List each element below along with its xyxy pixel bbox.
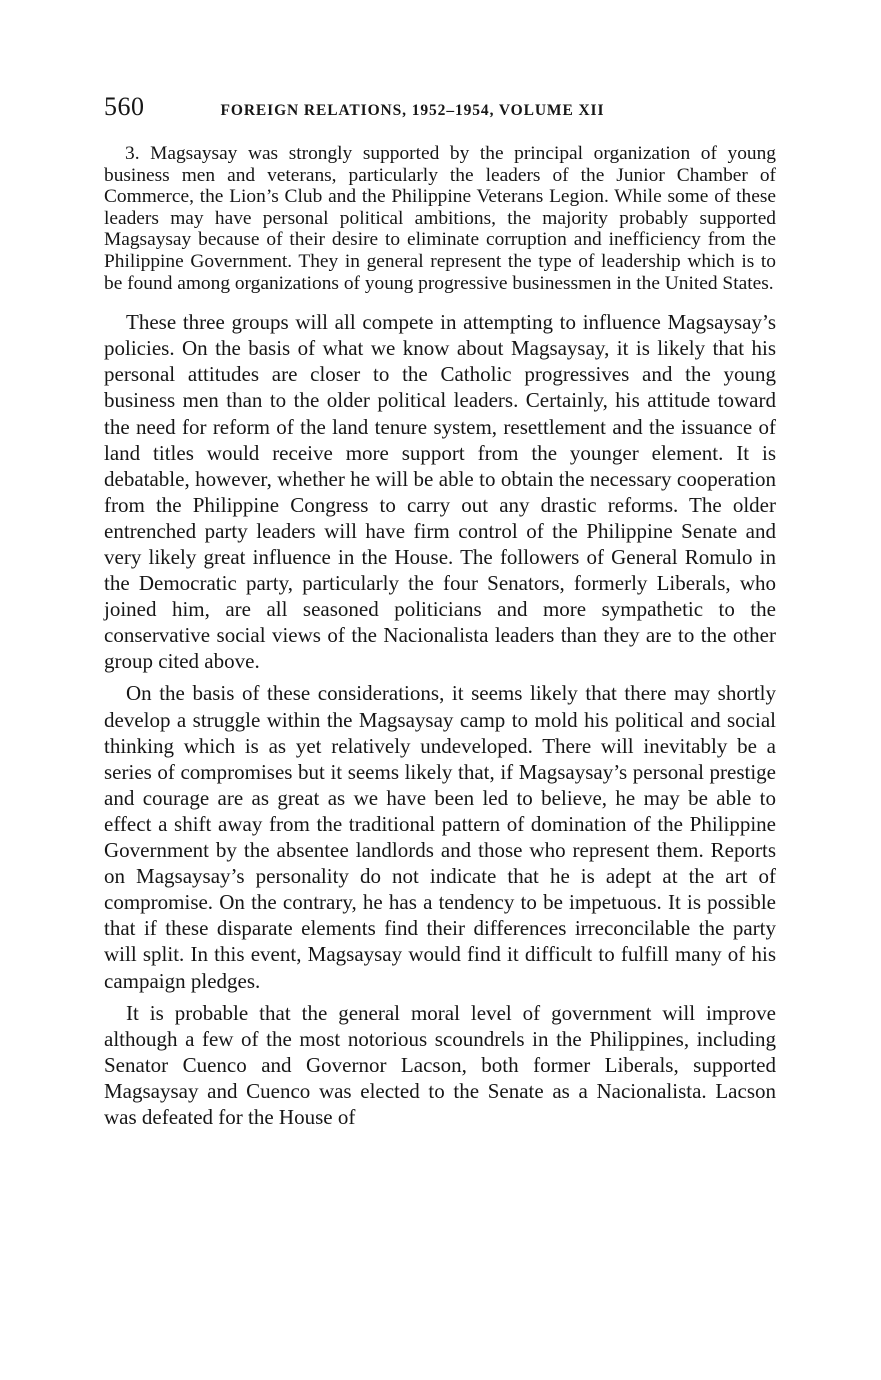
paragraph-supporters-young-business: 3. Magsaysay was strongly supported by the principal organization of young business men and veterans, particularly the leaders of the Junior Chamber of Commerce, the Lion’s Club and the Philippine Veterans Legion. While some of these leaders may have personal political ambitions, the majority probably supported Magsaysay because of their desire to eliminate corruption and inefficiency from the Philippine Government. They in general represent the type of leadership which is to be found among organizations of young progressive businessmen in the United States. <box>104 143 776 294</box>
volume-title: FOREIGN RELATIONS, 1952–1954, VOLUME XII <box>220 102 605 119</box>
paragraph-moral-level: It is probable that the general moral level of government will improve although a few of the most notorious scoundrels in the Philippines, including Senator Cuenco and Governor Lacson, both former Liberals, supported Magsaysay and Cuenco was elected to the Senate as a Nacionalista. Lacson was defeated for the House of <box>104 1000 776 1129</box>
paragraph-competing-groups: These three groups will all compete in attempting to influence Magsaysay’s policies. On the basis of what we know about Magsaysay, it is likely that his personal attitudes are closer to the Catholic progressives and the young business men than to the older political leaders. Certainly, his attitude toward the need for reform of the land tenure system, resettlement and the issuance of land titles would receive more support from the younger element. It is debatable, however, whether he will be able to obtain the necessary cooperation from the Philippine Congress to carry out any drastic reforms. The older entrenched party leaders will have firm control of the Philippine Senate and very likely great influence in the House. The followers of General Romulo in the Democratic party, particularly the four Senators, formerly Liberals, who joined him, are all seasoned politicians and more sympathetic to the conservative social views of the Nacionalista leaders than they are to the other group cited above. <box>104 310 776 674</box>
document-page <box>104 92 776 1130</box>
paragraph-struggle-within-camp: On the basis of these considerations, it seems likely that there may shortly develop a struggle within the Magsaysay camp to mold his political and social thinking which is as yet relatively undeveloped. There will inevitably be a series of compromises but it seems likely that, if Magsaysay’s personal prestige and courage are as great as we have been led to believe, he may be able to effect a shift away from the traditional pattern of domination of the Philippine Government by the absentee landlords and those who represent them. Reports on Magsaysay’s personality do not indicate that he is adept at the art of compromise. On the contrary, he has a tendency to be impetuous. It is possible that if these disparate elements find their differences irreconcilable the party will split. In this event, Magsaysay would find it difficult to fulfill many of his campaign pledges. <box>104 681 776 993</box>
page-number: 560 <box>104 92 145 121</box>
running-header <box>104 92 776 132</box>
